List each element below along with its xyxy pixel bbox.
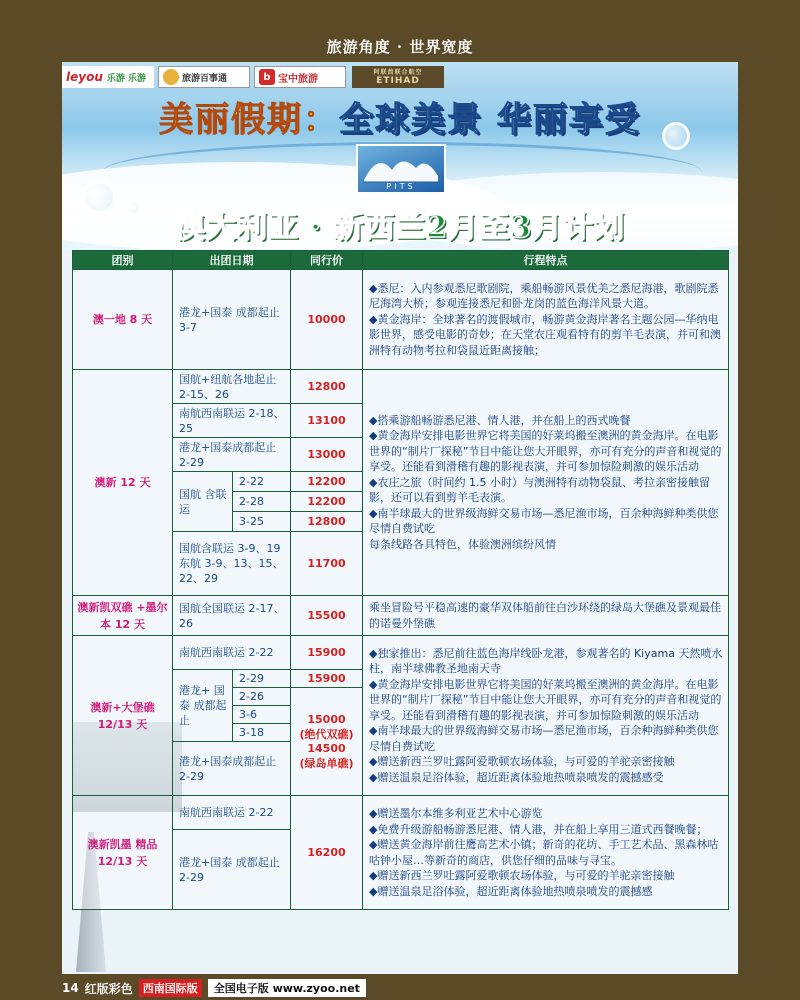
date-cell: 2-26 xyxy=(233,688,291,706)
partner-logos xyxy=(62,66,738,90)
baozhong-logo xyxy=(254,66,346,88)
features-cell xyxy=(363,596,729,636)
table-row xyxy=(73,596,729,636)
feature-line: ◆南半球最大的世界级海鲜交易市场—悉尼渔市场，百余种海鲜种类供您尽情自费试吃 xyxy=(369,506,719,536)
price-cell: 15900 xyxy=(291,636,363,670)
banner-title-part2: 全球美景 华丽享受 xyxy=(339,100,641,140)
site-url[interactable]: www.zyoo.net xyxy=(272,982,360,995)
date-cell: 2-28 xyxy=(233,492,291,512)
itinerary-table xyxy=(72,250,729,910)
site-label-text: 全国电子版 xyxy=(213,982,269,995)
brand-label: 红版彩色 xyxy=(84,981,133,996)
banner-title-part1: 美丽假期： xyxy=(159,100,340,140)
feature-line: ◆黄金海岸安排电影世界它将美国的好莱坞搬至澳洲的黄金海岸。在电影世界的“制片厂探秘”节目中能让您大开眼界，亦可有充分的声音和视觉的享受。还能看到滑稽有趣的影视表演，并可参加惊险刺激的娱乐活动 xyxy=(369,677,722,722)
dates-cell: 国航+纽航各地起止 2-15、26 xyxy=(173,370,291,404)
date-cell: 3-25 xyxy=(233,512,291,532)
feature-line: 乘坐冒险号平稳高速的豪华双体船前往白沙环绕的绿岛大堡礁及景观最佳的诺曼外堡礁 xyxy=(369,601,721,630)
etihad-logo xyxy=(352,66,444,88)
feature-line: ◆悉尼：入内参观悉尼歌剧院，乘船畅游风景优美之悉尼海港，歌剧院悉尼海湾大桥；参观连接悉尼和卧龙岗的蓝色海洋风景大道。 xyxy=(369,281,719,311)
edition-label: 西南国际版 xyxy=(139,979,202,997)
group-cell: 澳新凯墨 精品 12/13 天 xyxy=(73,796,173,910)
group-cell: 澳新 12 天 xyxy=(73,370,173,596)
feature-line: ◆赠送新西兰罗吐露阿爱歌顿农场体验，与可爱的羊驼亲密接触 xyxy=(369,869,675,882)
etihad-logo-sub: 阿联酋联合航空 xyxy=(373,69,423,76)
price-cell xyxy=(291,688,363,796)
website-label xyxy=(208,979,366,997)
price-cell: 13100 xyxy=(291,404,363,438)
dates-cell: 港龙+国泰成都起止 2-29 xyxy=(173,742,291,796)
feature-line: ◆黄金海岸安排电影世界它将美国的好莱坞搬至澳洲的黄金海岸。在电影世界的“制片厂探秘”节目中能让您大开眼界，亦可有充分的声音和视觉的享受。还能看到滑稽有趣的影视表演，并可参加惊险刺激的娱乐活动 xyxy=(369,429,722,474)
feature-line: ◆赠送温泉足浴体验，超近距离体验地热喷泉喷发的震撼感受 xyxy=(369,770,664,784)
dates-cell: 国航全国联运 2-17、26 xyxy=(173,596,291,636)
dates-carrier-cell: 港龙+ 国泰 成都起止 xyxy=(173,670,233,742)
price-note: (绝代双礁) xyxy=(299,727,354,741)
price-cell: 10000 xyxy=(291,270,363,370)
price-cell: 12200 xyxy=(291,492,363,512)
plan-title: 澳大利亚 · 新西兰2月至3月计划 xyxy=(174,210,626,245)
price-value: 14500 xyxy=(307,741,346,755)
baozhong-logo-text: 宝中旅游 xyxy=(278,73,318,85)
features-cell xyxy=(363,796,729,910)
page-number: 14 xyxy=(62,981,79,995)
group-cell: 澳一地 8 天 xyxy=(73,270,173,370)
price-cell: 11700 xyxy=(291,532,363,596)
dates-cell: 南航西南联运 2-22 xyxy=(173,796,291,830)
dates-cell: 港龙+国泰 成都起止 2-29 xyxy=(173,830,291,910)
header-dates: 出团日期 xyxy=(173,251,291,270)
table-header-row xyxy=(73,251,729,270)
price-cell: 15500 xyxy=(291,596,363,636)
etihad-logo-text: ETIHAD xyxy=(376,76,420,86)
dates-cell: 国航含联运 3-9、19 东航 3-9、13、15、22、29 xyxy=(173,532,291,596)
feature-line: ◆农庄之旅（时间约 1.5 小时）与澳洲特有动物袋鼠、考拉亲密接触留影，还可以看到剪羊毛表演。 xyxy=(369,475,710,505)
feature-line: ◆免费升级游船畅游悉尼港、情人港，并在船上享用三道式西餐晚餐； xyxy=(369,822,708,836)
price-note: (绿岛单礁) xyxy=(299,756,354,770)
banner-title xyxy=(62,92,738,141)
header-price: 同行价 xyxy=(291,251,363,270)
baishi-logo-text: 旅游百事通 xyxy=(182,73,228,84)
hero-banner xyxy=(62,62,738,252)
page-canvas xyxy=(62,62,738,974)
group-cell: 澳新凯双礁 +墨尔本 12 天 xyxy=(73,596,173,636)
feature-line: 每条线路各具特色，体验澳洲缤纷风情 xyxy=(369,537,556,551)
feature-line: ◆赠送黄金海岸前往鹰高艺术小镇；新奇的花坊、手工艺术品、黑森林咕咕钟小屋…等新奇的商店，供您仔细的品味与寻宝。 xyxy=(369,838,719,867)
page-tagline: 旅游角度 · 世界宽度 xyxy=(326,38,474,56)
price-cell: 16200 xyxy=(291,796,363,910)
table-row xyxy=(73,796,729,830)
feature-line: ◆南半球最大的世界级海鲜交易市场—悉尼渔市场，百余种海鲜种类供您尽情自费试吃 xyxy=(369,724,719,753)
date-cell: 3-18 xyxy=(233,724,291,742)
dates-carrier-cell: 国航 含联运 xyxy=(173,472,233,532)
page-footer xyxy=(62,978,738,998)
features-cell xyxy=(363,270,729,370)
features-cell xyxy=(363,370,729,596)
dates-cell: 港龙+国泰 成都起止 3-7 xyxy=(173,270,291,370)
pits-logo xyxy=(356,144,446,194)
feature-line: ◆搭乘游船畅游悉尼港、情人港，并在船上的西式晚餐 xyxy=(369,413,631,427)
header-group: 团别 xyxy=(73,251,173,270)
feature-line: ◆赠送新西兰罗吐露阿爱歌顿农场体验，与可爱的羊驼亲密接触 xyxy=(369,755,675,769)
price-value: 15000 xyxy=(307,712,346,726)
feature-line: ◆赠送温泉足浴体验，超近距离体验地热喷泉喷发的震撼感 xyxy=(369,884,653,898)
table-row xyxy=(73,270,729,370)
date-cell: 2-29 xyxy=(233,670,291,688)
feature-line: ◆黄金海岸：全球著名的渡假城市，畅游黄金海岸著名主题公园—华纳电影世界，感受电影的奇妙；在天堂农庄观看特有的剪羊毛表演，并可和澳洲特有动物考拉和袋鼠近距离接触； xyxy=(369,312,721,357)
date-cell: 2-22 xyxy=(233,472,291,492)
leyou-logo-text: leyou xyxy=(66,70,103,84)
dates-cell: 南航西南联运 2-22 xyxy=(173,636,291,670)
dates-cell: 港龙+国泰成都起止 2-29 xyxy=(173,438,291,472)
baishi-icon xyxy=(163,69,179,85)
features-cell xyxy=(363,636,729,796)
baishi-logo xyxy=(158,66,250,88)
table-row xyxy=(73,636,729,670)
price-cell: 15900 xyxy=(291,670,363,688)
price-cell: 12800 xyxy=(291,370,363,404)
leyou-logo-sub: 乐游 乐游 xyxy=(106,73,147,84)
date-cell: 3-6 xyxy=(233,706,291,724)
feature-line: ◆独家推出：悉尼前往蓝色海岸线卧龙港，参观著名的 Kiyama 天然喷水柱，南半球佛教圣地南天寺 xyxy=(369,646,723,676)
table-row xyxy=(73,370,729,404)
baozhong-icon: b xyxy=(259,69,275,85)
price-cell: 12200 xyxy=(291,472,363,492)
leyou-logo xyxy=(62,66,154,88)
group-cell: 澳新+大堡礁 12/13 天 xyxy=(73,636,173,796)
price-cell: 13000 xyxy=(291,438,363,472)
pits-logo-text: PITS xyxy=(386,182,416,191)
header-features: 行程特点 xyxy=(363,251,729,270)
feature-line: ◆赠送墨尔本维多利亚艺术中心游览 xyxy=(369,807,543,820)
dates-cell: 南航西南联运 2-18、25 xyxy=(173,404,291,438)
price-cell: 12800 xyxy=(291,512,363,532)
